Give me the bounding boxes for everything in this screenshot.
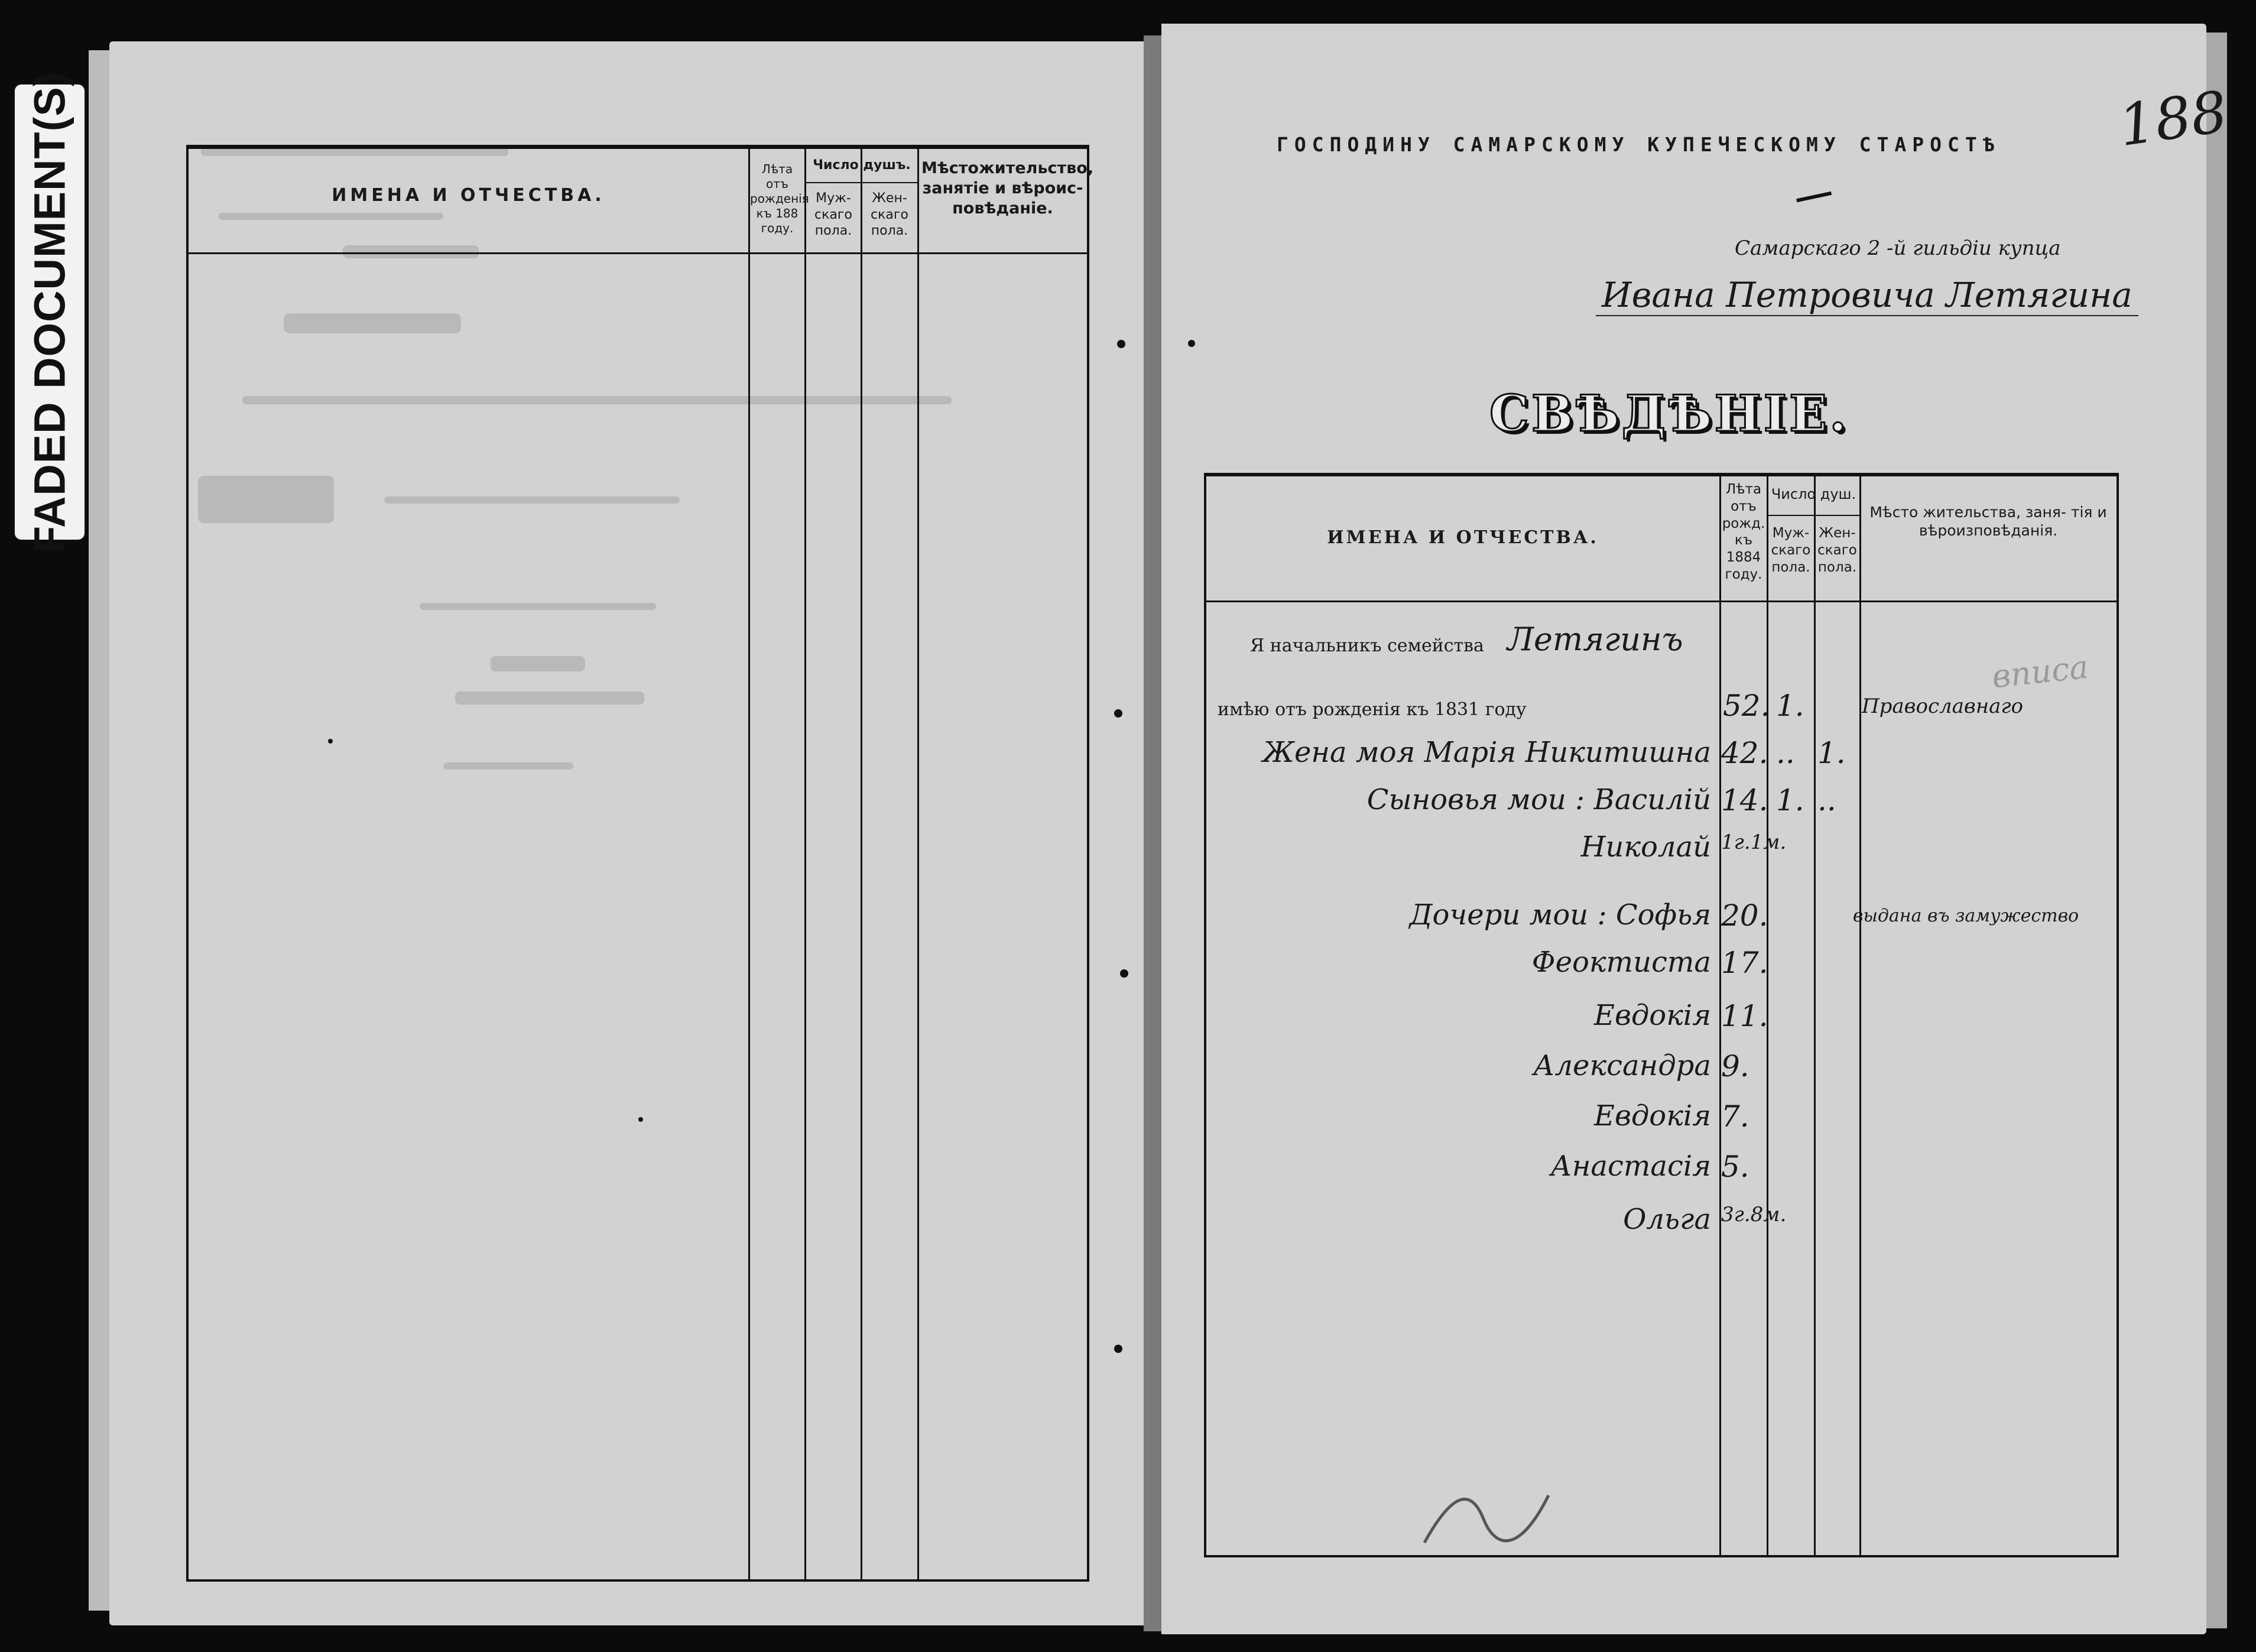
merchant-guild-line: Самарскаго 2 -й гильдіи купца	[1735, 236, 2061, 260]
left-header-names: ИМЕНА И ОТЧЕСТВА.	[332, 185, 605, 206]
left-header-age: Лѣта отъ рожденія къ 188 году.	[750, 162, 809, 235]
head-religion: Православнаго	[1862, 694, 2024, 718]
left-register-table	[186, 145, 1094, 1582]
family-member-male: 1.	[1776, 783, 1804, 817]
header-souls: Число душ.	[1771, 486, 1856, 502]
page-edge-right	[2206, 33, 2227, 1628]
stamp-label: FADED DOCUMENT(S)	[25, 71, 74, 553]
pen-flourish	[1418, 1478, 1560, 1554]
page-speck	[638, 1117, 643, 1122]
family-member-age: 9.	[1721, 1049, 1749, 1083]
left-col-divider-age	[748, 149, 750, 1579]
family-member-name: Дочери мои : Софья	[1409, 898, 1711, 932]
left-souls-subdivider	[804, 182, 917, 183]
binding-hole	[1117, 340, 1125, 348]
family-member-age: 17.	[1721, 946, 1768, 980]
family-member-name: Евдокія	[1593, 999, 1711, 1032]
page-speck	[328, 739, 333, 744]
intro-line-printed: Я начальникъ семейства	[1250, 635, 1484, 656]
family-member-female: ..	[1817, 783, 1836, 817]
family-member-name: Анастасія	[1550, 1150, 1711, 1183]
family-member-age: 1г.1м.	[1721, 830, 1787, 854]
header-names: ИМЕНА И ОТЧЕСТВА.	[1327, 527, 1599, 548]
family-member-name: Ольга	[1623, 1203, 1711, 1236]
head-of-family-name: Летягинъ	[1507, 621, 1683, 658]
margin-note: вписа	[1990, 648, 2091, 696]
left-header-female: Жен- скаго пола.	[871, 191, 908, 238]
book-spine	[1144, 35, 1161, 1631]
faded-document-stamp	[13, 71, 86, 553]
left-col-divider-residence	[917, 149, 919, 1579]
family-member-age: 11.	[1721, 999, 1768, 1033]
left-header-souls: Число душъ.	[813, 158, 911, 173]
col-divider-residence	[1859, 476, 1861, 1555]
binding-hole	[1114, 1345, 1122, 1353]
family-member-name: Феоктиста	[1531, 946, 1711, 979]
col-divider-female	[1814, 476, 1816, 1555]
intro-birth-line: имѣю отъ рожденія къ 1831 году	[1218, 699, 1527, 720]
binding-hole	[1188, 340, 1195, 347]
family-member-name: Николай	[1580, 830, 1711, 864]
family-member-name: Евдокія	[1593, 1099, 1711, 1132]
family-member-note: выдана въ замужество	[1853, 905, 2079, 926]
family-member-age: 3г.8м.	[1721, 1203, 1787, 1226]
left-col-divider-female	[861, 149, 862, 1579]
family-member-name: Жена моя Марія Никитишна	[1262, 736, 1711, 769]
family-member-name: Александра	[1533, 1049, 1711, 1082]
head-male: 1.	[1776, 689, 1804, 723]
family-member-age: 20.	[1721, 898, 1768, 933]
family-member-age: 14.	[1721, 783, 1768, 817]
souls-subdivider	[1767, 515, 1859, 516]
left-header-residence: Мѣстожительство, занятіе и вѣроис- повѣданіе.	[921, 159, 1094, 218]
head-age: 52.	[1723, 689, 1770, 723]
family-member-age: 42.	[1721, 736, 1768, 770]
header-male: Муж- скаго пола.	[1771, 525, 1811, 575]
family-member-age: 7.	[1721, 1099, 1749, 1134]
binding-hole	[1120, 969, 1128, 978]
family-member-male: ..	[1776, 736, 1795, 770]
header-female: Жен- скаго пола.	[1817, 525, 1857, 575]
family-member-name: Сыновья мои : Василій	[1366, 783, 1711, 816]
header-age: Лѣта отъ рожд. къ 1884 году.	[1722, 482, 1765, 582]
header-residence: Мѣсто жительства, заня- тія и вѣроизповѣданія.	[1869, 504, 2107, 540]
left-header-male: Муж- скаго пола.	[814, 191, 852, 238]
left-col-divider-male	[804, 149, 806, 1579]
binding-hole	[1114, 709, 1122, 718]
page-edge-left	[89, 50, 112, 1611]
family-member-female: 1.	[1817, 736, 1846, 770]
addressee-line: ГОСПОДИНУ САМАРСКОМУ КУПЕЧЕСКОМУ СТАРОСТѢ	[1277, 133, 2001, 156]
document-title: СВѢДѢНІЕ.	[1489, 384, 1849, 443]
family-member-age: 5.	[1721, 1150, 1749, 1184]
merchant-name: Ивана Петровича Летягина	[1596, 275, 2138, 316]
folio-number: 188	[2115, 78, 2232, 160]
